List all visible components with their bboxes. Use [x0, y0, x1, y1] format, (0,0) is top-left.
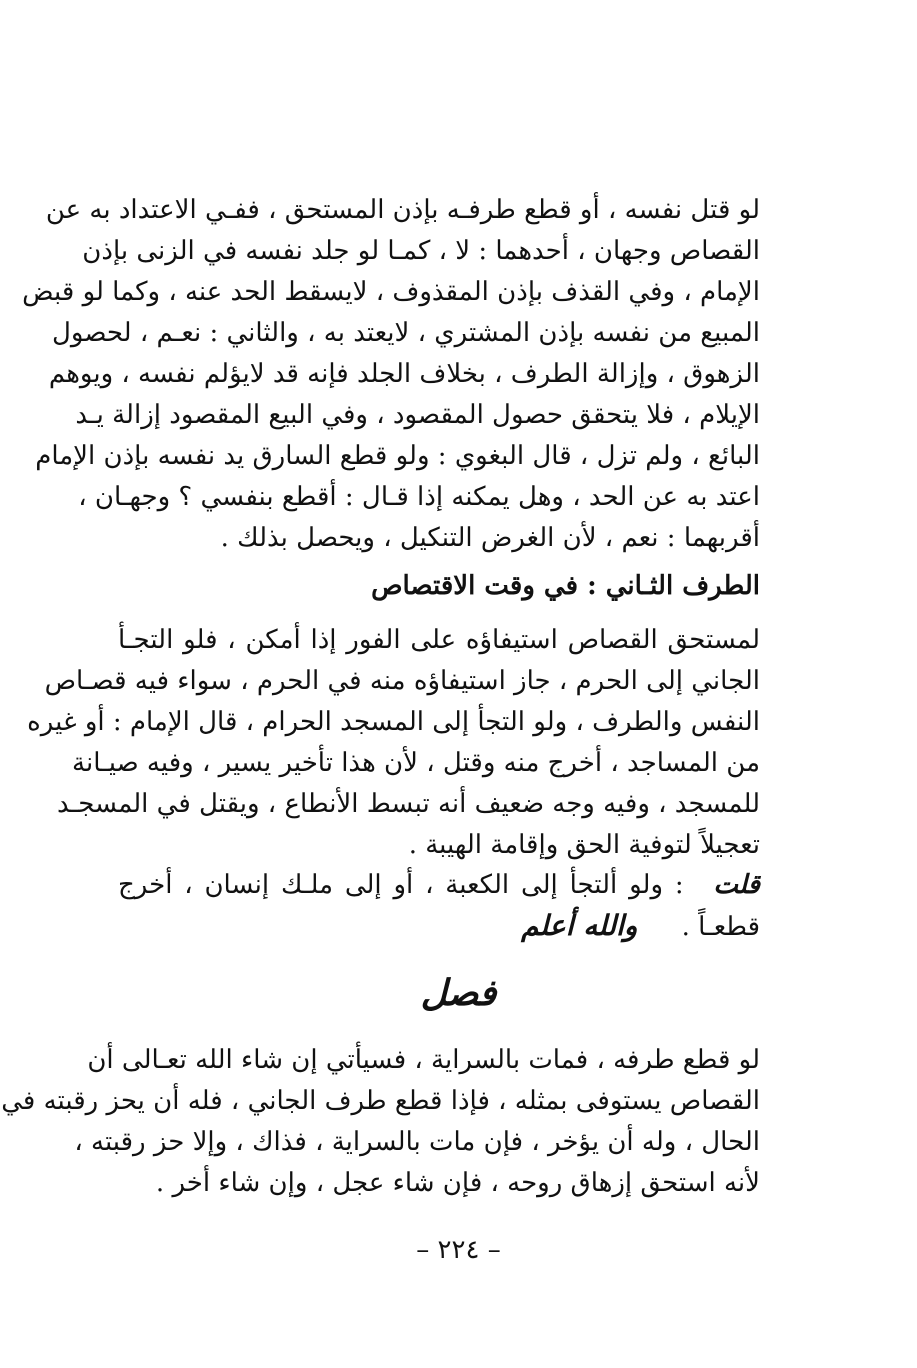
text-line: لو قتل نفسه ، أو قطع طرفـه بإذن المستحق ، ففـي الاعتداد به عن	[45, 195, 760, 225]
text-line: لمستحق القصاص استيفاؤه على الفور إذا أمكن ، فلو التجـأ	[118, 625, 760, 655]
text-line: تعجيلاً لتوفية الحق وإقامة الهيبة .	[408, 830, 760, 860]
text-line: الإمام ، وفي القذف بإذن المقذوف ، لايسقط الحد عنه ، وكما لو قبض	[22, 277, 760, 307]
text-line: من المساجد ، أخرج منه وقتل ، لأن هذا تأخير يسير ، وفيه صيـانة	[72, 748, 760, 778]
text-line: اعتد به عن الحد ، وهل يمكنه إذا قـال : أقطع بنفسي ؟ وجهـان ،	[78, 482, 760, 512]
note-line	[118, 864, 760, 905]
paragraph-3	[1, 1040, 760, 1204]
text-line: لو قطع طرفه ، فمات بالسراية ، فسيأتي إن شاء الله تعـالى أن	[87, 1045, 760, 1075]
text-line: للمسجد ، وفيه وجه ضعيف أنه تبسط الأنطاع ، ويقتل في المسجـد	[56, 789, 760, 819]
text-line: البائع ، ولم تزل ، قال البغوي : ولو قطع السارق يد نفسه بإذن الإمام	[35, 441, 760, 471]
text-line: الزهوق ، وإزالة الطرف ، بخلاف الجلد فإنه قد لايؤلم نفسه ، ويوهم	[48, 359, 760, 389]
text-line: القصاص وجهان ، أحدهما : لا ، كمـا لو جلد نفسه في الزنى بإذن	[82, 236, 760, 266]
note-text: : ولو ألتجأ إلى الكعبة ، أو إلى ملـك إنسان ، أخرج	[118, 870, 684, 900]
text-line: الجاني إلى الحرم ، جاز استيفاؤه منه في الحرم ، سواء فيه قصـاص	[44, 666, 760, 696]
note-label: قلت	[713, 870, 760, 900]
paragraph-1	[22, 190, 760, 559]
closing-formula: والله أعلم	[521, 909, 638, 942]
text-line: النفس والطرف ، ولو التجأ إلى المسجد الحرام ، قال الإمام : أو غيره	[27, 707, 760, 737]
text-line: الإيلام ، فلا يتحقق حصول المقصود ، وفي البيع المقصود إزالة يـد	[75, 400, 760, 430]
page-number: – ٢٢٤ –	[416, 1235, 501, 1265]
chapter-title: فصل	[420, 972, 497, 1014]
text-line: لأنه استحق إزهاق روحه ، فإن شاء عجل ، وإن شاء أخر .	[155, 1168, 760, 1198]
note-line	[118, 905, 760, 948]
text-line: القصاص يستوفى بمثله ، فإذا قطع طرف الجاني ، فله أن يحز رقبته في	[1, 1086, 760, 1116]
text-line: الحال ، وله أن يؤخر ، فإن مات بالسراية ، فذاك ، وإلا حز رقبته ،	[74, 1127, 760, 1157]
note-text-end: قطعـاً .	[681, 912, 760, 942]
text-line: أقربهما : نعم ، لأن الغرض التنكيل ، ويحصل بذلك .	[220, 523, 760, 553]
section-heading: الطرف الثـاني : في وقت الاقتصاص	[371, 571, 760, 601]
paragraph-2	[27, 620, 760, 866]
text-line: المبيع من نفسه بإذن المشتري ، لايعتد به ، والثاني : نعـم ، لحصول	[52, 318, 760, 348]
editor-note	[118, 864, 760, 948]
